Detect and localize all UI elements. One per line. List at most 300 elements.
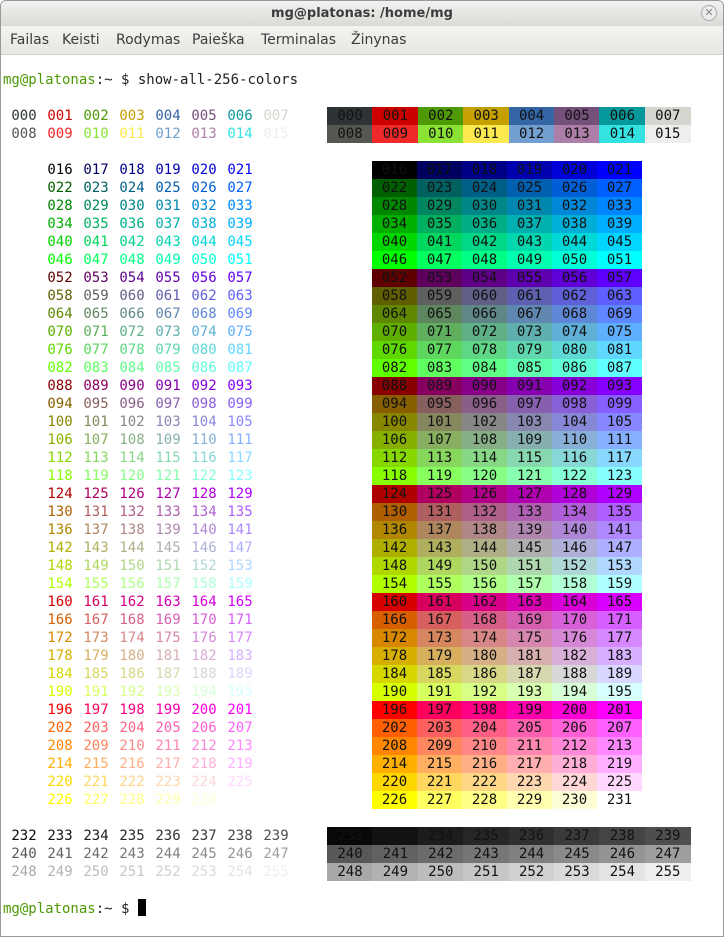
color-swatch: 237 bbox=[554, 827, 600, 845]
color-number: 216 bbox=[119, 756, 145, 772]
color-number: 064 bbox=[47, 306, 73, 322]
color-swatch: 185 bbox=[417, 665, 462, 683]
color-number: 235 bbox=[119, 828, 145, 844]
color-number: 049 bbox=[155, 252, 181, 268]
color-swatch: 129 bbox=[597, 485, 642, 503]
color-swatch: 142 bbox=[372, 539, 417, 557]
color-swatch: 154 bbox=[372, 575, 417, 593]
color-number: 101 bbox=[83, 414, 109, 430]
color-number: 071 bbox=[83, 324, 109, 340]
color-number: 005 bbox=[191, 108, 217, 124]
color-swatch: 241 bbox=[372, 845, 418, 863]
color-number: 177 bbox=[227, 630, 253, 646]
color-swatch: 043 bbox=[507, 233, 552, 251]
color-swatch: 133 bbox=[507, 503, 552, 521]
color-swatch: 228 bbox=[462, 791, 507, 809]
color-swatch: 028 bbox=[372, 197, 417, 215]
color-number: 018 bbox=[119, 162, 145, 178]
color-swatch: 120 bbox=[462, 467, 507, 485]
color-number: 225 bbox=[227, 774, 253, 790]
color-swatch: 255 bbox=[645, 863, 691, 881]
color-number: 081 bbox=[227, 342, 253, 358]
color-number: 190 bbox=[47, 684, 73, 700]
color-swatch: 102 bbox=[462, 413, 507, 431]
color-swatch: 121 bbox=[507, 467, 552, 485]
color-number: 000 bbox=[11, 108, 37, 124]
color-swatch: 013 bbox=[554, 125, 600, 143]
color-number: 088 bbox=[47, 378, 73, 394]
color-swatch: 152 bbox=[552, 557, 597, 575]
color-number: 041 bbox=[83, 234, 109, 250]
color-swatch: 238 bbox=[599, 827, 645, 845]
color-number: 083 bbox=[83, 360, 109, 376]
color-number: 139 bbox=[155, 522, 181, 538]
color-swatch: 143 bbox=[417, 539, 462, 557]
color-swatch: 251 bbox=[463, 863, 509, 881]
color-number: 241 bbox=[47, 846, 73, 862]
menu-failas[interactable]: Failas bbox=[10, 32, 49, 48]
color-number: 228 bbox=[119, 792, 145, 808]
color-number: 117 bbox=[227, 450, 253, 466]
color-number: 219 bbox=[227, 756, 253, 772]
color-number: 123 bbox=[227, 468, 253, 484]
color-swatch: 122 bbox=[552, 467, 597, 485]
color-swatch: 022 bbox=[372, 179, 417, 197]
color-swatch: 047 bbox=[417, 251, 462, 269]
command-text: show-all-256-colors bbox=[137, 72, 299, 88]
color-number: 085 bbox=[155, 360, 181, 376]
color-number: 124 bbox=[47, 486, 73, 502]
color-number: 237 bbox=[191, 828, 217, 844]
color-number: 093 bbox=[227, 378, 253, 394]
color-swatch: 031 bbox=[507, 197, 552, 215]
color-number: 112 bbox=[47, 450, 73, 466]
color-swatch: 105 bbox=[597, 413, 642, 431]
color-number: 007 bbox=[263, 108, 289, 124]
color-swatch: 090 bbox=[462, 377, 507, 395]
color-number: 249 bbox=[47, 864, 73, 880]
color-number: 039 bbox=[227, 216, 253, 232]
color-number: 162 bbox=[119, 594, 145, 610]
color-number: 140 bbox=[191, 522, 217, 538]
color-swatch: 176 bbox=[552, 629, 597, 647]
color-swatch: 141 bbox=[597, 521, 642, 539]
color-swatch: 003 bbox=[463, 107, 509, 125]
color-swatch: 172 bbox=[372, 629, 417, 647]
color-swatch: 191 bbox=[417, 683, 462, 701]
color-swatch: 221 bbox=[417, 773, 462, 791]
color-number: 194 bbox=[191, 684, 217, 700]
color-swatch: 197 bbox=[417, 701, 462, 719]
color-swatch: 092 bbox=[552, 377, 597, 395]
color-swatch: 015 bbox=[645, 125, 691, 143]
menu-zinynas[interactable]: Žinynas bbox=[351, 32, 407, 48]
color-number: 045 bbox=[227, 234, 253, 250]
color-number: 181 bbox=[155, 648, 181, 664]
color-number: 232 bbox=[11, 828, 37, 844]
color-swatch: 200 bbox=[552, 701, 597, 719]
color-swatch: 168 bbox=[462, 611, 507, 629]
color-number: 148 bbox=[47, 558, 73, 574]
color-swatch: 079 bbox=[507, 341, 552, 359]
color-swatch: 042 bbox=[462, 233, 507, 251]
color-number: 013 bbox=[191, 126, 217, 142]
color-number: 165 bbox=[227, 594, 253, 610]
color-swatch: 194 bbox=[552, 683, 597, 701]
color-number: 251 bbox=[119, 864, 145, 880]
color-swatch: 061 bbox=[507, 287, 552, 305]
color-number: 143 bbox=[83, 540, 109, 556]
color-number: 243 bbox=[119, 846, 145, 862]
color-swatch: 095 bbox=[417, 395, 462, 413]
color-swatch: 046 bbox=[372, 251, 417, 269]
color-swatch: 182 bbox=[552, 647, 597, 665]
color-number: 163 bbox=[155, 594, 181, 610]
color-number: 107 bbox=[83, 432, 109, 448]
color-number: 125 bbox=[83, 486, 109, 502]
menu-paieska[interactable]: Paieška bbox=[192, 32, 245, 48]
color-number: 091 bbox=[155, 378, 181, 394]
color-number: 253 bbox=[191, 864, 217, 880]
color-swatch: 009 bbox=[372, 125, 418, 143]
color-swatch: 037 bbox=[507, 215, 552, 233]
color-swatch: 253 bbox=[554, 863, 600, 881]
color-number: 133 bbox=[155, 504, 181, 520]
color-number: 057 bbox=[227, 270, 253, 286]
color-swatch: 205 bbox=[507, 719, 552, 737]
color-number: 183 bbox=[227, 648, 253, 664]
color-number: 065 bbox=[83, 306, 109, 322]
color-number: 207 bbox=[227, 720, 253, 736]
color-swatch: 244 bbox=[509, 845, 555, 863]
color-number: 164 bbox=[191, 594, 217, 610]
color-number: 206 bbox=[191, 720, 217, 736]
prompt-user: mg@platonas bbox=[3, 901, 96, 917]
color-number: 136 bbox=[47, 522, 73, 538]
color-number: 022 bbox=[47, 180, 73, 196]
color-swatch: 085 bbox=[507, 359, 552, 377]
color-swatch: 240 bbox=[327, 845, 373, 863]
color-number: 043 bbox=[155, 234, 181, 250]
color-number: 141 bbox=[227, 522, 253, 538]
color-number: 152 bbox=[191, 558, 217, 574]
color-swatch: 139 bbox=[507, 521, 552, 539]
color-swatch: 245 bbox=[554, 845, 600, 863]
color-number: 036 bbox=[119, 216, 145, 232]
color-number: 218 bbox=[191, 756, 217, 772]
color-swatch: 018 bbox=[462, 161, 507, 179]
color-swatch: 170 bbox=[552, 611, 597, 629]
color-swatch: 052 bbox=[372, 269, 417, 287]
color-swatch: 123 bbox=[597, 467, 642, 485]
color-number: 032 bbox=[191, 198, 217, 214]
color-swatch: 072 bbox=[462, 323, 507, 341]
color-number: 080 bbox=[191, 342, 217, 358]
color-number: 128 bbox=[191, 486, 217, 502]
color-number: 200 bbox=[191, 702, 217, 718]
color-swatch: 234 bbox=[418, 827, 464, 845]
color-number: 223 bbox=[155, 774, 181, 790]
color-number: 031 bbox=[155, 198, 181, 214]
color-swatch: 044 bbox=[552, 233, 597, 251]
color-number: 068 bbox=[191, 306, 217, 322]
color-swatch: 229 bbox=[507, 791, 552, 809]
color-swatch: 119 bbox=[417, 467, 462, 485]
color-number: 069 bbox=[227, 306, 253, 322]
color-number: 015 bbox=[263, 126, 289, 142]
color-swatch: 051 bbox=[597, 251, 642, 269]
color-number: 159 bbox=[227, 576, 253, 592]
color-swatch: 083 bbox=[417, 359, 462, 377]
color-number: 166 bbox=[47, 612, 73, 628]
color-swatch: 034 bbox=[372, 215, 417, 233]
prompt-user: mg@platonas bbox=[3, 72, 96, 88]
color-swatch: 081 bbox=[597, 341, 642, 359]
color-number: 170 bbox=[191, 612, 217, 628]
color-swatch: 213 bbox=[597, 737, 642, 755]
color-number: 060 bbox=[119, 288, 145, 304]
color-number: 203 bbox=[83, 720, 109, 736]
color-swatch: 088 bbox=[372, 377, 417, 395]
color-number: 242 bbox=[83, 846, 109, 862]
color-swatch: 193 bbox=[507, 683, 552, 701]
color-number: 110 bbox=[191, 432, 217, 448]
color-number: 011 bbox=[119, 126, 145, 142]
color-swatch: 136 bbox=[372, 521, 417, 539]
color-number: 056 bbox=[191, 270, 217, 286]
color-number: 035 bbox=[83, 216, 109, 232]
color-number: 240 bbox=[11, 846, 37, 862]
color-swatch: 091 bbox=[507, 377, 552, 395]
color-number: 026 bbox=[191, 180, 217, 196]
color-swatch: 135 bbox=[597, 503, 642, 521]
color-number: 105 bbox=[227, 414, 253, 430]
color-number: 067 bbox=[155, 306, 181, 322]
color-number: 090 bbox=[119, 378, 145, 394]
color-swatch: 115 bbox=[507, 449, 552, 467]
prompt-path: :~ bbox=[95, 72, 113, 88]
color-swatch: 210 bbox=[462, 737, 507, 755]
color-swatch: 005 bbox=[554, 107, 600, 125]
color-swatch: 012 bbox=[509, 125, 555, 143]
command-line bbox=[3, 71, 298, 89]
color-swatch: 198 bbox=[462, 701, 507, 719]
color-swatch: 177 bbox=[597, 629, 642, 647]
color-number: 169 bbox=[155, 612, 181, 628]
color-number: 167 bbox=[83, 612, 109, 628]
color-number: 217 bbox=[155, 756, 181, 772]
color-number: 030 bbox=[119, 198, 145, 214]
color-number: 079 bbox=[155, 342, 181, 358]
color-number: 008 bbox=[11, 126, 37, 142]
color-swatch: 040 bbox=[372, 233, 417, 251]
menu-keisti[interactable]: Keisti bbox=[62, 32, 100, 48]
color-swatch: 148 bbox=[372, 557, 417, 575]
color-number: 146 bbox=[191, 540, 217, 556]
color-swatch: 020 bbox=[552, 161, 597, 179]
color-number: 156 bbox=[119, 576, 145, 592]
color-swatch: 103 bbox=[507, 413, 552, 431]
color-number: 252 bbox=[155, 864, 181, 880]
color-number: 158 bbox=[191, 576, 217, 592]
color-swatch: 055 bbox=[507, 269, 552, 287]
color-number: 052 bbox=[47, 270, 73, 286]
color-number: 094 bbox=[47, 396, 73, 412]
color-swatch: 146 bbox=[552, 539, 597, 557]
color-swatch: 094 bbox=[372, 395, 417, 413]
color-number: 003 bbox=[119, 108, 145, 124]
color-number: 196 bbox=[47, 702, 73, 718]
color-swatch: 201 bbox=[597, 701, 642, 719]
color-number: 076 bbox=[47, 342, 73, 358]
color-number: 050 bbox=[191, 252, 217, 268]
color-number: 147 bbox=[227, 540, 253, 556]
terminal-output[interactable] bbox=[1, 55, 723, 937]
title-bar[interactable] bbox=[1, 1, 723, 26]
color-number: 221 bbox=[83, 774, 109, 790]
color-swatch: 126 bbox=[462, 485, 507, 503]
color-number: 108 bbox=[119, 432, 145, 448]
color-swatch: 179 bbox=[417, 647, 462, 665]
color-swatch: 216 bbox=[462, 755, 507, 773]
color-number: 176 bbox=[191, 630, 217, 646]
color-swatch: 077 bbox=[417, 341, 462, 359]
close-button[interactable]: ✕ bbox=[701, 5, 717, 21]
color-number: 246 bbox=[227, 846, 253, 862]
color-number: 233 bbox=[47, 828, 73, 844]
color-swatch: 246 bbox=[599, 845, 645, 863]
color-number: 188 bbox=[191, 666, 217, 682]
color-swatch: 096 bbox=[462, 395, 507, 413]
color-number: 103 bbox=[155, 414, 181, 430]
color-swatch: 247 bbox=[645, 845, 691, 863]
color-number: 138 bbox=[119, 522, 145, 538]
color-swatch: 039 bbox=[597, 215, 642, 233]
color-swatch: 230 bbox=[552, 791, 597, 809]
color-number: 186 bbox=[119, 666, 145, 682]
color-swatch: 118 bbox=[372, 467, 417, 485]
color-number: 021 bbox=[227, 162, 253, 178]
color-number: 229 bbox=[155, 792, 181, 808]
color-swatch: 227 bbox=[417, 791, 462, 809]
color-number: 150 bbox=[119, 558, 145, 574]
color-number: 120 bbox=[119, 468, 145, 484]
color-number: 212 bbox=[191, 738, 217, 754]
color-swatch: 058 bbox=[372, 287, 417, 305]
color-number: 118 bbox=[47, 468, 73, 484]
color-number: 191 bbox=[83, 684, 109, 700]
color-swatch: 160 bbox=[372, 593, 417, 611]
prompt-symbol: $ bbox=[112, 901, 138, 917]
color-swatch: 249 bbox=[372, 863, 418, 881]
color-swatch: 064 bbox=[372, 305, 417, 323]
color-swatch: 086 bbox=[552, 359, 597, 377]
color-swatch: 004 bbox=[509, 107, 555, 125]
color-swatch: 166 bbox=[372, 611, 417, 629]
menu-terminalas[interactable]: Terminalas bbox=[261, 32, 337, 48]
color-number: 245 bbox=[191, 846, 217, 862]
color-number: 109 bbox=[155, 432, 181, 448]
color-swatch: 035 bbox=[417, 215, 462, 233]
color-swatch: 071 bbox=[417, 323, 462, 341]
color-swatch: 131 bbox=[417, 503, 462, 521]
color-number: 227 bbox=[83, 792, 109, 808]
color-number: 214 bbox=[47, 756, 73, 772]
color-number: 205 bbox=[155, 720, 181, 736]
color-swatch: 059 bbox=[417, 287, 462, 305]
color-number: 160 bbox=[47, 594, 73, 610]
color-swatch: 222 bbox=[462, 773, 507, 791]
color-swatch: 158 bbox=[552, 575, 597, 593]
color-swatch: 050 bbox=[552, 251, 597, 269]
color-number: 244 bbox=[155, 846, 181, 862]
color-number: 236 bbox=[155, 828, 181, 844]
color-number: 151 bbox=[155, 558, 181, 574]
color-swatch: 180 bbox=[462, 647, 507, 665]
color-number: 202 bbox=[47, 720, 73, 736]
color-swatch: 130 bbox=[372, 503, 417, 521]
color-swatch: 209 bbox=[417, 737, 462, 755]
color-number: 098 bbox=[191, 396, 217, 412]
color-number: 012 bbox=[155, 126, 181, 142]
color-swatch: 140 bbox=[552, 521, 597, 539]
color-number: 016 bbox=[47, 162, 73, 178]
color-number: 063 bbox=[227, 288, 253, 304]
color-swatch: 063 bbox=[597, 287, 642, 305]
color-swatch: 087 bbox=[597, 359, 642, 377]
color-swatch: 100 bbox=[372, 413, 417, 431]
color-swatch: 190 bbox=[372, 683, 417, 701]
color-number: 149 bbox=[83, 558, 109, 574]
color-number: 179 bbox=[83, 648, 109, 664]
color-number: 195 bbox=[227, 684, 253, 700]
color-number: 248 bbox=[11, 864, 37, 880]
color-swatch: 235 bbox=[463, 827, 509, 845]
color-number: 210 bbox=[119, 738, 145, 754]
color-swatch: 000 bbox=[327, 107, 373, 125]
color-swatch: 204 bbox=[462, 719, 507, 737]
color-swatch: 008 bbox=[327, 125, 373, 143]
color-swatch: 165 bbox=[597, 593, 642, 611]
color-swatch: 029 bbox=[417, 197, 462, 215]
color-swatch: 101 bbox=[417, 413, 462, 431]
color-swatch: 054 bbox=[462, 269, 507, 287]
color-swatch: 224 bbox=[552, 773, 597, 791]
color-swatch: 127 bbox=[507, 485, 552, 503]
color-swatch: 163 bbox=[507, 593, 552, 611]
color-swatch: 080 bbox=[552, 341, 597, 359]
color-number: 047 bbox=[83, 252, 109, 268]
color-swatch: 016 bbox=[372, 161, 417, 179]
color-number: 029 bbox=[83, 198, 109, 214]
color-number: 254 bbox=[227, 864, 253, 880]
color-swatch: 220 bbox=[372, 773, 417, 791]
color-swatch: 099 bbox=[597, 395, 642, 413]
color-swatch: 011 bbox=[463, 125, 509, 143]
color-number: 122 bbox=[191, 468, 217, 484]
color-swatch: 007 bbox=[645, 107, 691, 125]
color-number: 220 bbox=[47, 774, 73, 790]
color-swatch: 045 bbox=[597, 233, 642, 251]
menu-rodymas[interactable]: Rodymas bbox=[116, 32, 181, 48]
color-swatch: 065 bbox=[417, 305, 462, 323]
color-number: 211 bbox=[155, 738, 181, 754]
color-number: 114 bbox=[119, 450, 145, 466]
color-swatch: 214 bbox=[372, 755, 417, 773]
color-swatch: 174 bbox=[462, 629, 507, 647]
color-swatch: 151 bbox=[507, 557, 552, 575]
color-swatch: 215 bbox=[417, 755, 462, 773]
